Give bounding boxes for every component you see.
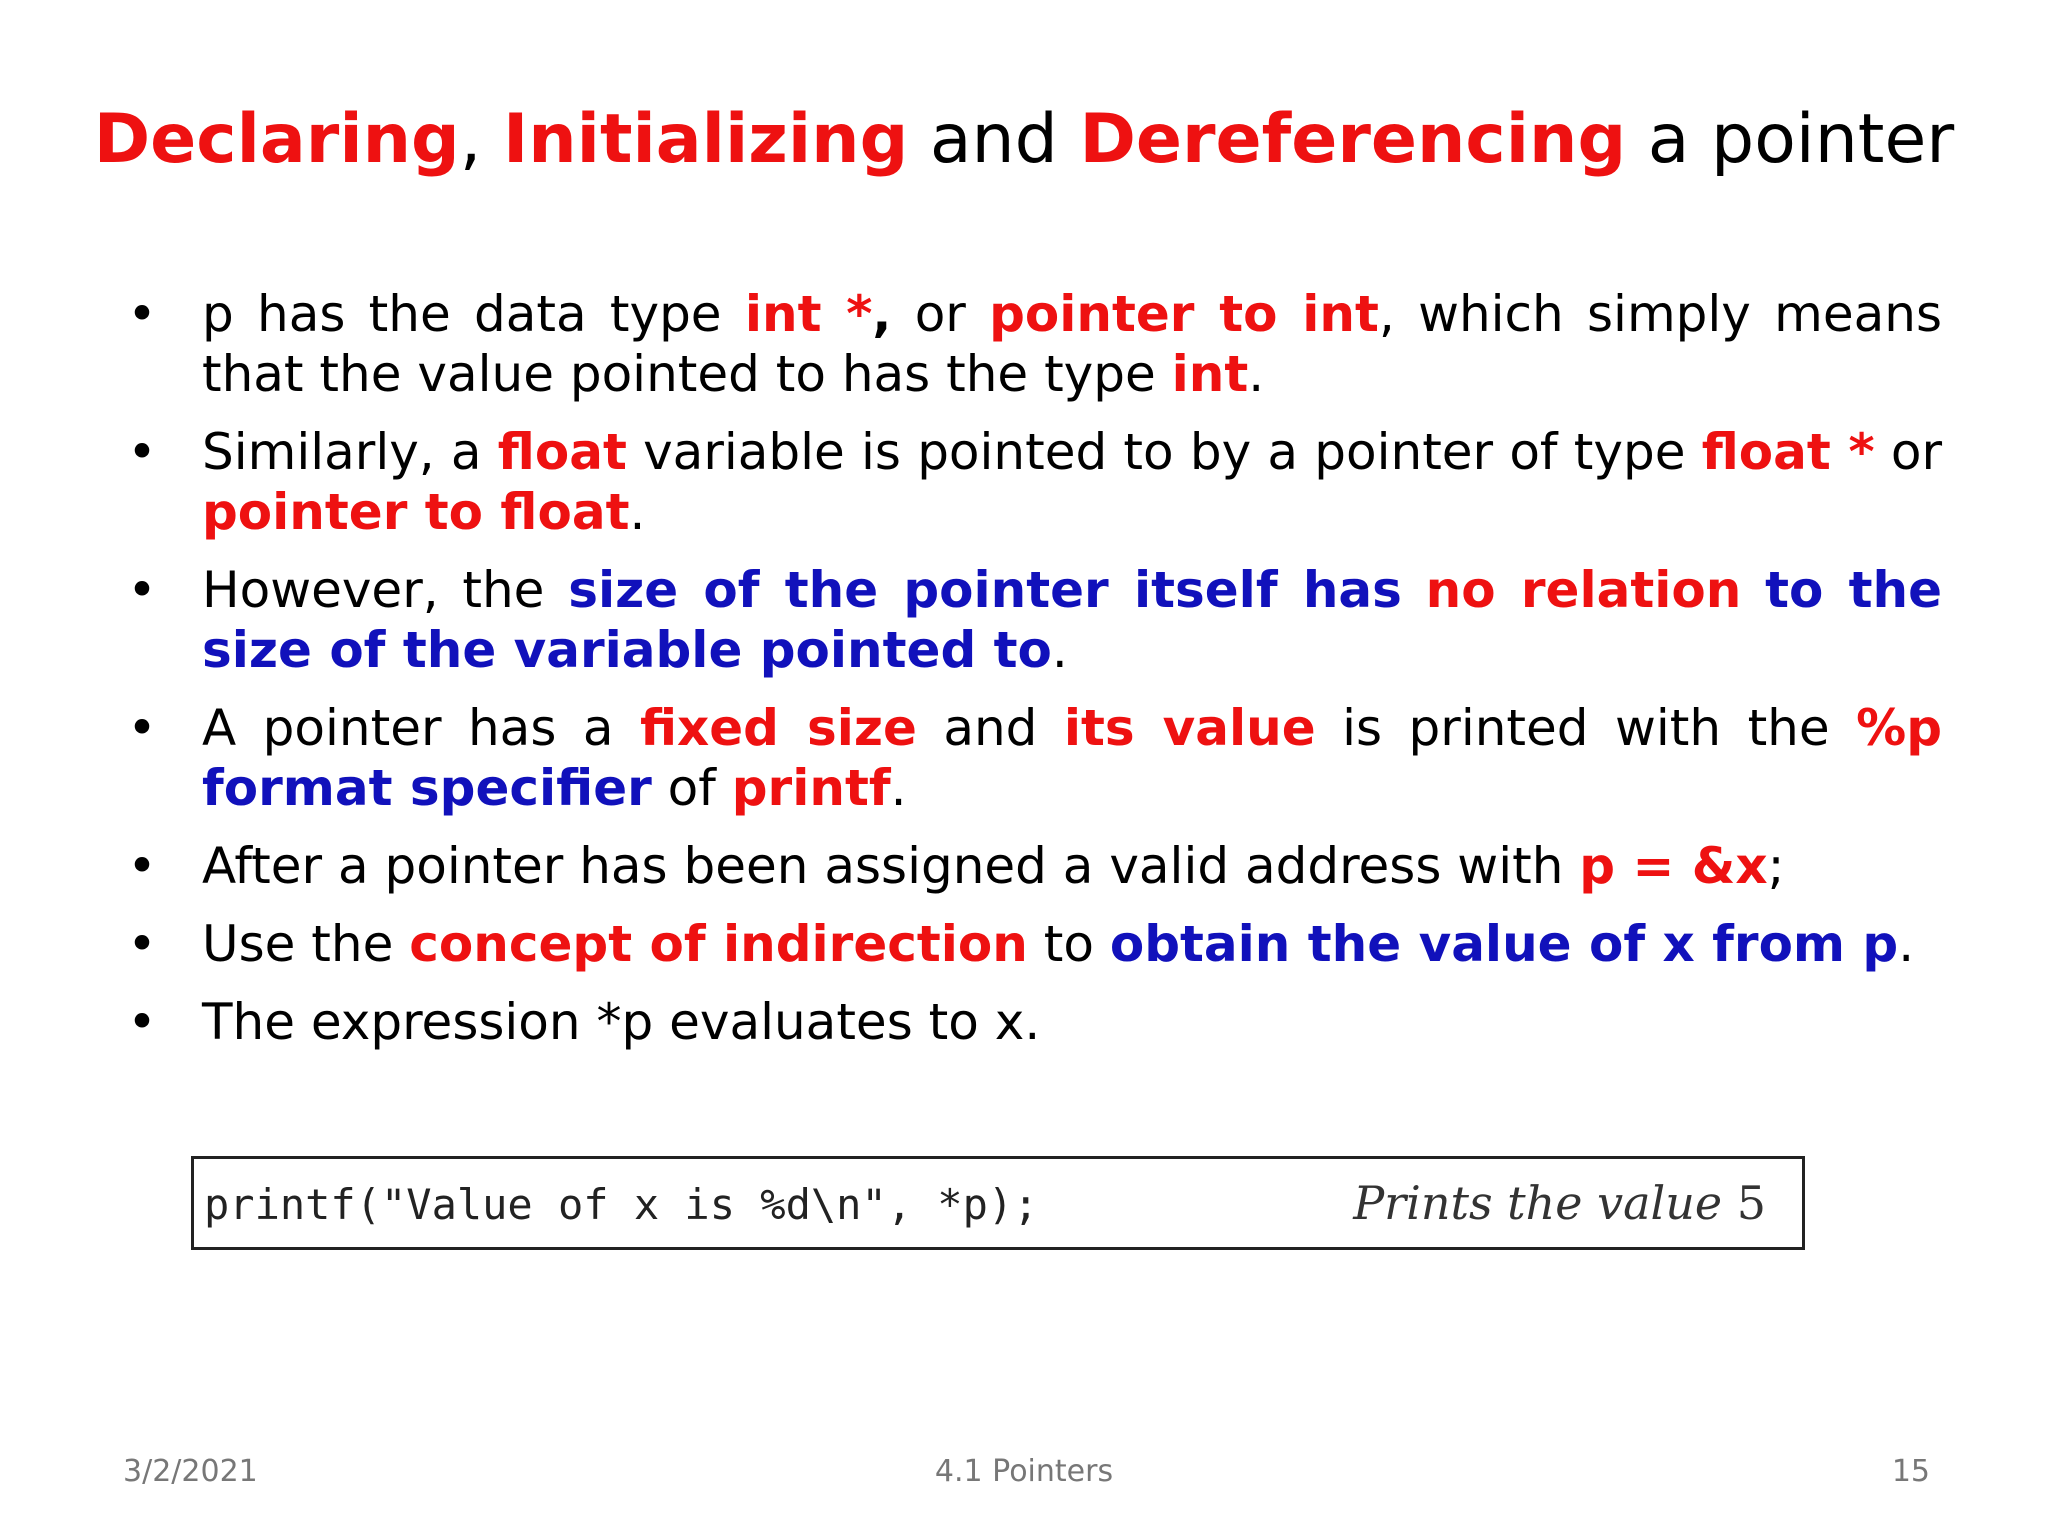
bullet-text-segment: variable is pointed to by a pointer of type [626, 423, 1702, 481]
bullet-text-segment: or [891, 285, 990, 343]
bullet-text-segment: p = &x [1579, 837, 1768, 895]
bullet-text-segment: float * [1701, 423, 1875, 481]
bullet-text-segment: Use the [202, 915, 410, 973]
code-comment [1353, 1175, 1766, 1231]
bullet-item [112, 992, 1942, 1052]
bullet-text-segment: and [916, 699, 1064, 757]
bullet-text-segment: format specifier [202, 759, 652, 817]
bullet-text-segment: %p [1856, 699, 1942, 757]
bullet-text-segment: , [872, 285, 892, 343]
bullet-text-segment: size of the pointer itself has [568, 561, 1402, 619]
bullet-text-segment [1402, 561, 1426, 619]
bullet-text-segment: is printed with the [1315, 699, 1857, 757]
bullet-list [112, 284, 1942, 1070]
bullet-text-segment: int * [744, 285, 873, 343]
code-comment-value: 5 [1722, 1176, 1766, 1230]
bullet-text-segment: fixed size [639, 699, 917, 757]
title-word-dereferencing: Dereferencing [1079, 100, 1627, 179]
bullet-text-segment: After a pointer has been assigned a valid address with [202, 837, 1580, 895]
bullet-text-segment: of [651, 759, 732, 817]
bullet-text-segment: p has the data type [202, 285, 745, 343]
bullet-item [112, 284, 1942, 404]
code-example-box [191, 1156, 1805, 1250]
bullet-text-segment: or [1874, 423, 1943, 481]
bullet-text-segment: , which simply means that the value pointed to has the type [202, 285, 1942, 403]
title-word-declaring: Declaring [93, 100, 460, 179]
bullet-text-segment: int [1171, 345, 1249, 403]
bullet-text-segment: its value [1063, 699, 1316, 757]
bullet-dot: • [127, 837, 157, 895]
bullet-text-segment: no relation [1425, 561, 1742, 619]
bullet-dot: • [127, 561, 157, 619]
bullet-text-segment: pointer to float [202, 483, 630, 541]
bullet-text-segment: A pointer has a [202, 699, 640, 757]
bullet-dot: • [127, 423, 157, 481]
bullet-text-segment: . [1898, 915, 1915, 973]
bullet-text-segment: The expression *p evaluates to x. [202, 993, 1041, 1051]
bullet-text-segment: obtain the value of x from p [1109, 915, 1899, 973]
bullet-text-segment: to [1027, 915, 1110, 973]
bullet-dot: • [127, 993, 157, 1051]
bullet-item [112, 836, 1942, 896]
footer-page-number: 15 [1891, 1454, 1930, 1489]
bullet-text-segment: to the size of the variable pointed to [202, 561, 1942, 679]
bullet-text-segment: . [890, 759, 907, 817]
bullet-text-segment: However, the [202, 561, 569, 619]
code-line: printf("Value of x is %d\n", *p); [204, 1180, 1039, 1229]
bullet-text-segment: ; [1767, 837, 1785, 895]
bullet-dot: • [127, 285, 157, 343]
footer-date: 3/2/2021 [123, 1454, 258, 1489]
bullet-text-segment: concept of indirection [409, 915, 1028, 973]
slide-title [0, 96, 2048, 184]
title-separator-1: , [459, 100, 503, 179]
bullet-text-segment [1741, 561, 1765, 619]
bullet-item [112, 698, 1942, 818]
bullet-item [112, 560, 1942, 680]
bullet-item [112, 914, 1942, 974]
bullet-dot: • [127, 915, 157, 973]
bullet-text-segment: float [497, 423, 627, 481]
bullet-text-segment: Similarly, a [202, 423, 498, 481]
bullet-text-segment: . [629, 483, 646, 541]
title-word-initializing: Initializing [502, 100, 909, 179]
bullet-dot: • [127, 699, 157, 757]
bullet-text-segment: printf [731, 759, 891, 817]
bullet-text-segment: . [1248, 345, 1265, 403]
bullet-text-segment: . [1051, 621, 1068, 679]
bullet-item [112, 422, 1942, 542]
title-separator-2: and [908, 100, 1080, 179]
title-tail: a pointer [1626, 100, 1955, 179]
code-comment-text: Prints the value [1353, 1176, 1723, 1230]
footer-title: 4.1 Pointers [934, 1454, 1114, 1489]
bullet-text-segment: pointer to int [989, 285, 1379, 343]
